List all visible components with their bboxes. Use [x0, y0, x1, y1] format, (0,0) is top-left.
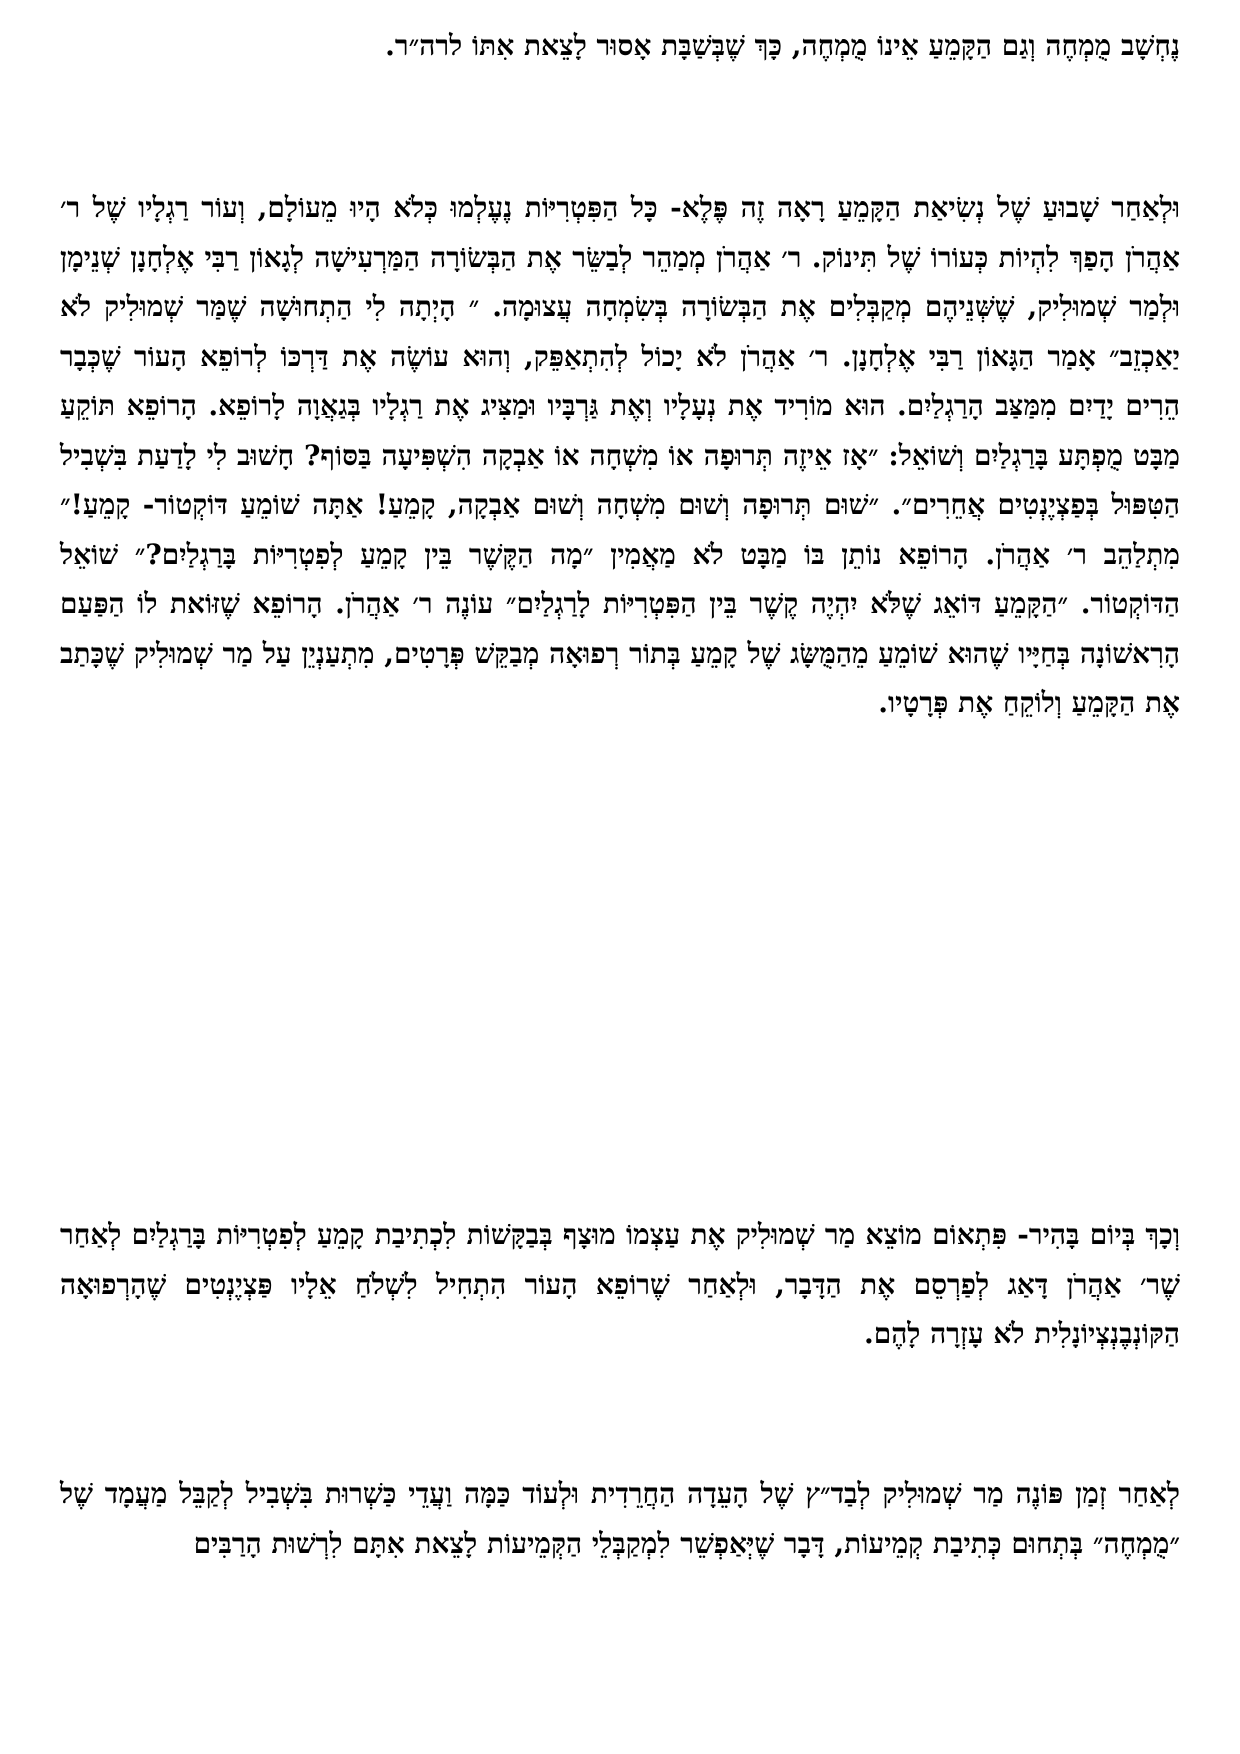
document-page	[60, 0, 1180, 1754]
paragraph-4: לְאַחַר זְמַן פּוֹנֶה מַר שְׁמוּלִיק לְבַד״ץ שֶׁל הָעֵדָה הַחֲרֵדִית וּלְעוֹד כַּמָּה וַעֲדֵי כַּשְׁרוּת בִּשְׁבִיל לְקַבֵּל מַעֲמָד שֶׁל ״מֻמְחֶה״ בְּתְחוּם כְּתִיבַת קְמֵיעוֹת, דָּבָר שֶׁיְּאַפְשֵׁר לִמְקַבְּלֵי הַקְּמֵיעוֹת לָצֵאת אִתָּם לִרְשׁוּת הָרַבִּים	[60, 1477, 1180, 1560]
paragraph-1: נֶחְשָׁב מֻמְחֶה וְגַם הַקָּמֵעַ אֵינוֹ מֻמְחֶה, כָּךְ שֶׁבְּשַׁבָּת אָסוּר לָצֵאת אִתּוֹ לרה״ר.	[385, 29, 1180, 62]
paragraph-3: וְכָךְ בְּיוֹם בָּהִיר- פִּתְאוֹם מוֹצֵא מַר שְׁמוּלִיק אֶת עַצְמוֹ מוּצָף בְּבַקָּשׁוֹת לִכְתִיבַת קָמֵעַ לְפִטְרִיּוֹת בָּרַגְלַיִם לְאַחַר שֶׁר׳ אַהֲרֹן דָּאַג לְפַרְסֵם אֶת הַדָּבָר, וּלְאַחַר שֶׁרוֹפֵא הָעוֹר הִתְחִיל לִשְׁלֹחַ אֵלָיו פַּצְיֶנְטִים שֶׁהָרְפוּאָה הַקּוֹנְבֶנְצְיוֹנָלִית לֹא עָזְרָה לָהֶם.	[60, 1218, 1180, 1350]
paragraph-2: וּלְאַחַר שָׁבוּעַ שֶׁל נְשִׂיאַת הַקָּמֵעַ רָאָה זֶה פֶּלֶא- כָּל הַפִּטְרִיּוֹת נֶעֶלְמוּ כְּלֹא הָיוּ מֵעוֹלָם, וְעוֹר רַגְלָיו שֶׁל ר׳ אַהֲרֹן הָפַךְ לִהְיוֹת כְּעוֹרוֹ שֶׁל תִּינוֹק. ר׳ אַהֲרֹן מְמַהֵר לְבַשֵּׂר אֶת הַבְּשׂוֹרָה הַמַּרְעִישָׁה לְגָאוֹן רַבִּי אֶלְחָנָן שְׁנֵימָן וּלְמַר שְׁמוּלִיק, שֶׁשְּׁנֵיהֶם מְקַבְּלִים אֶת הַבְּשׂוֹרָה בְּשִׂמְחָה עֲצוּמָה. ״ הָיְתָה לִי הַתְחוּשָׁה שֶׁמַּר שְׁמוּלִיק לֹא יַאַכְזֵב״ אָמַר הַגָּאוֹן רַבִּי אֶלְחָנָן. ר׳ אַהֲרֹן לֹא יָכוֹל לְהִתְאַפֵּק, וְהוּא עוֹשֶׂה אֶת דַּרְכּוֹ לְרוֹפֵא הָעוֹר שֶׁכְּבָר הֵרִים יָדַיִם מִמַּצַּב הָרַגְלַיִם. הוּא מוֹרִיד אֶת נְעָלָיו וְאֶת גַּרְבָּיו וּמַצִּיג אֶת רַגְלָיו בְּגַאֲוָה לָרוֹפֵא. הָרוֹפֵא תּוֹקֵעַ מַבָּט מֻפְתָּע בָּרַגְלַיִם וְשׁוֹאֵל: ״אָז אֵיזֶה תְּרוּפָה אוֹ מִשְׁחָה אוֹ אַבְקָה הִשְׁפִּיעָה בַּסּוֹף? חָשׁוּב לִי לָדַעַת בִּשְׁבִיל הַטִּפּוּל בְּפַצְיֶנְטִים אֲחֵרִים״. ״שׁוּם תְּרוּפָה וְשׁוּם מִשְׁחָה וְשׁוּם אַבְקָה, קָמֵעַ! אַתָּה שׁוֹמֵעַ דּוֹקְטוֹר- קָמֵעַ!״ מִתְלַהֵב ר׳ אַהֲרֹן. הָרוֹפֵא נוֹתֵן בּוֹ מַבָּט לֹא מַאֲמִין ״מָה הַקֶּשֶׁר בֵּין קָמֵעַ לְפִטְרִיּוֹת בָּרַגְלַיִם?״ שׁוֹאֵל הַדּוֹקְטוֹר. ״הַקָּמֵעַ דּוֹאֵג שֶׁלֹּא יִהְיֶה קֶשֶׁר בֵּין הַפִּטְרִיּוֹת לָרַגְלַיִם״ עוֹנֶה ר׳ אַהֲרֹן. הָרוֹפֵא שֶׁזּוֹאת לוֹ הַפַּעַם הָרִאשׁוֹנָה בְּחַיָּיו שֶׁהוּא שׁוֹמֵעַ מֵהַמֻּשָּׂג שֶׁל קָמֵעַ בְּתוֹר רְפוּאָה מְבַקֵּשׁ פְּרָטִים, מִתְעַנְיֵן עַל מַר שְׁמוּלִיק שֶׁכָּתַב אֶת הַקָּמֵעַ וְלוֹקֵחַ אֶת פְּרָטָיו.	[60, 191, 1180, 719]
